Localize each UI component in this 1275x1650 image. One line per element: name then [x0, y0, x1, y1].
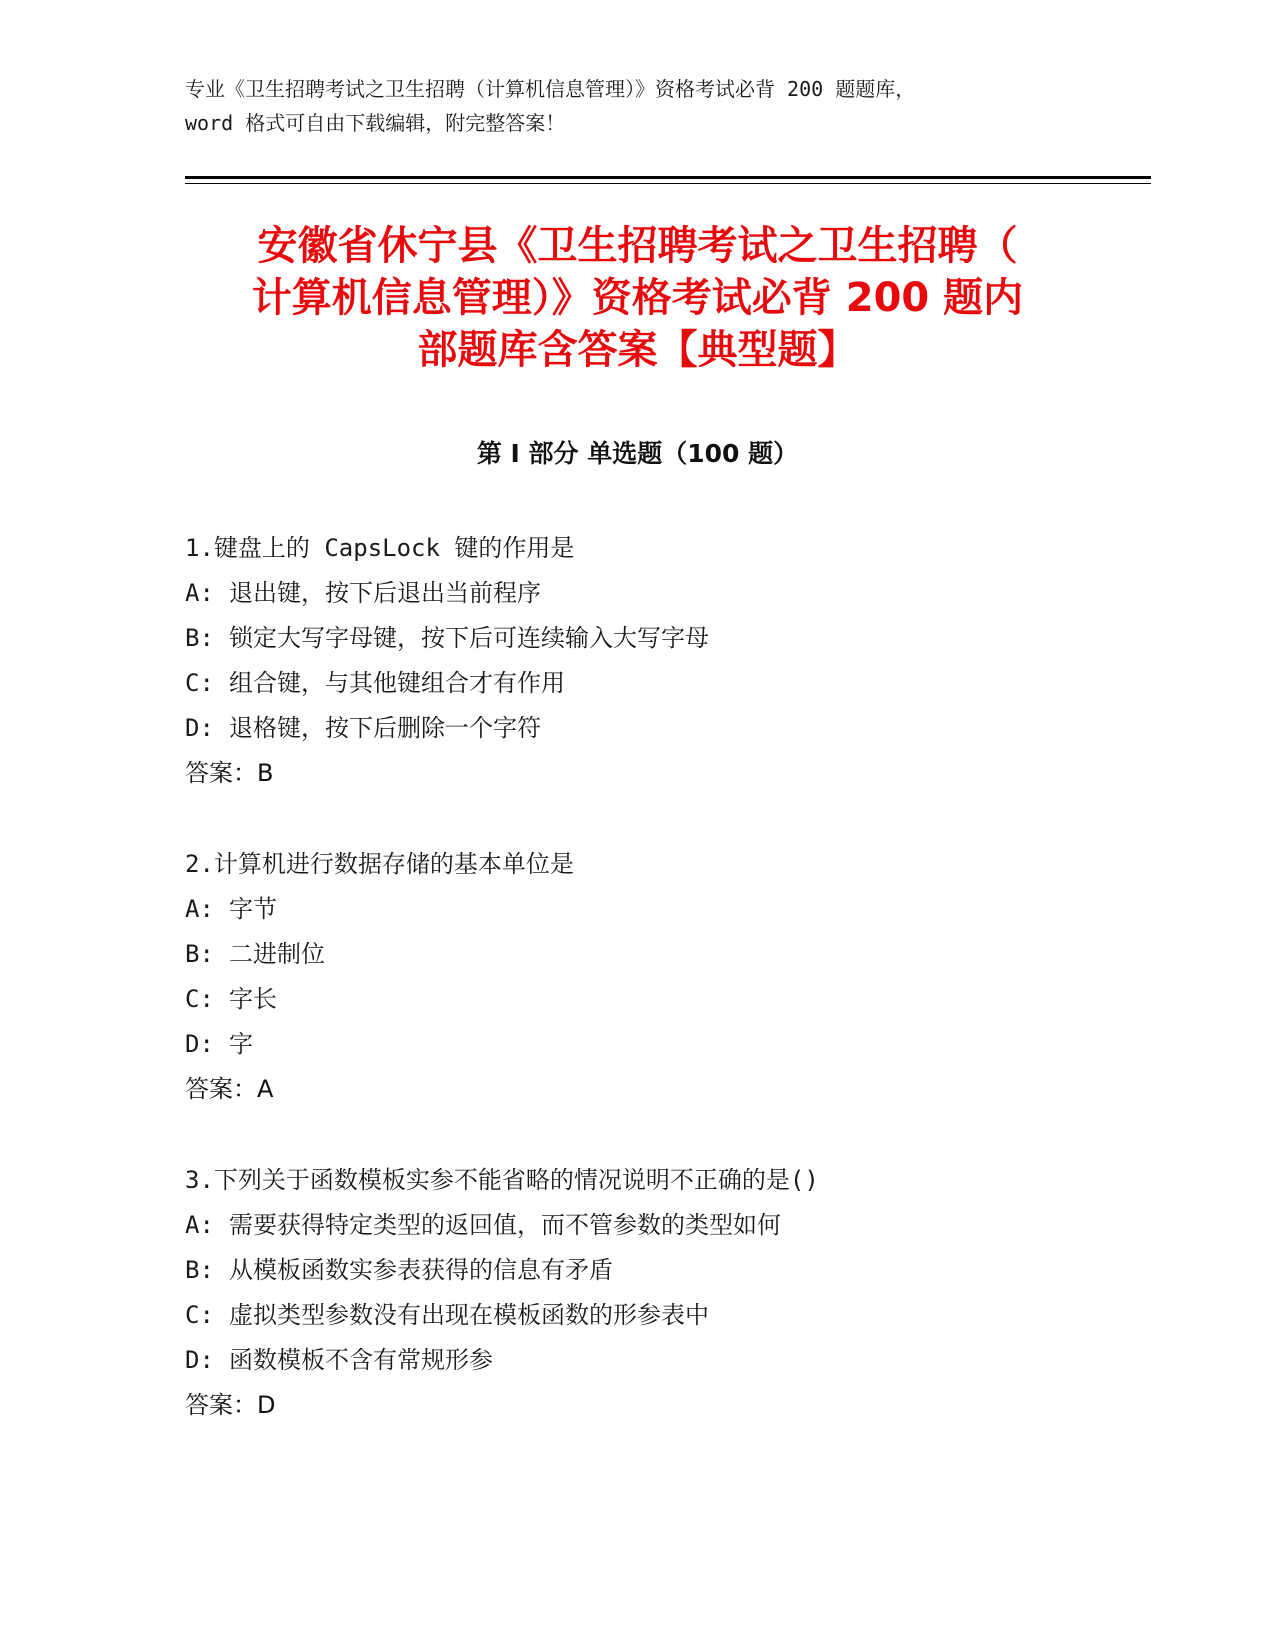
- option-b: [185, 1248, 1090, 1293]
- option-text: 二进制位: [229, 940, 325, 968]
- option-b: [185, 932, 1090, 977]
- option-d: [185, 706, 1090, 751]
- option-text: 函数模板不含有常规形参: [229, 1346, 493, 1374]
- document-title: [185, 220, 1090, 376]
- option-text: 虚拟类型参数没有出现在模板函数的形参表中: [229, 1301, 709, 1329]
- header-note-line-1: 专业《卫生招聘考试之卫生招聘（计算机信息管理）》资格考试必背 200 题题库，: [185, 77, 916, 101]
- option-c: [185, 977, 1090, 1022]
- option-text: 字节: [229, 895, 277, 923]
- option-text: 锁定大写字母键，按下后可连续输入大写字母: [229, 624, 709, 652]
- document-title-line-3: 部题库含答案【典型题】: [417, 327, 858, 373]
- answer-line: 答案：D: [185, 1391, 276, 1419]
- question-stem: 3.下列关于函数模板实参不能省略的情况说明不正确的是(): [185, 1166, 819, 1194]
- option-key: C:: [185, 985, 214, 1013]
- option-d: [185, 1022, 1090, 1067]
- option-key: D:: [185, 1030, 214, 1058]
- document-title-line-1: 安徽省休宁县《卫生招聘考试之卫生招聘（: [257, 223, 1018, 269]
- option-b: [185, 616, 1090, 661]
- option-text: 字: [229, 1030, 253, 1058]
- option-a: [185, 571, 1090, 616]
- option-text: 退出键，按下后退出当前程序: [229, 579, 541, 607]
- option-key: B:: [185, 1256, 214, 1284]
- header-divider-thick: [185, 176, 1151, 179]
- option-key: A:: [185, 579, 214, 607]
- option-d: [185, 1338, 1090, 1383]
- option-key: A:: [185, 895, 214, 923]
- option-key: D:: [185, 714, 214, 742]
- option-c: [185, 1293, 1090, 1338]
- question-item: [185, 1158, 1090, 1428]
- header-note: [185, 72, 1085, 140]
- header-divider-thin: [185, 183, 1151, 184]
- question-stem: 1.键盘上的 CapsLock 键的作用是: [185, 534, 575, 562]
- option-key: C:: [185, 1301, 214, 1329]
- option-text: 从模板函数实参表获得的信息有矛盾: [229, 1256, 613, 1284]
- option-key: A:: [185, 1211, 214, 1239]
- option-text: 需要获得特定类型的返回值，而不管参数的类型如何: [229, 1211, 781, 1239]
- option-key: C:: [185, 669, 214, 697]
- question-list: [185, 526, 1090, 1474]
- option-a: [185, 887, 1090, 932]
- option-text: 退格键，按下后删除一个字符: [229, 714, 541, 742]
- option-key: B:: [185, 940, 214, 968]
- question-item: [185, 842, 1090, 1112]
- answer-line: 答案：B: [185, 759, 274, 787]
- answer-line: 答案：A: [185, 1075, 274, 1103]
- option-key: D:: [185, 1346, 214, 1374]
- option-text: 字长: [229, 985, 277, 1013]
- option-c: [185, 661, 1090, 706]
- document-title-line-2: 计算机信息管理）》资格考试必背 200 题内: [251, 275, 1024, 321]
- option-a: [185, 1203, 1090, 1248]
- option-key: B:: [185, 624, 214, 652]
- question-stem: 2.计算机进行数据存储的基本单位是: [185, 850, 574, 878]
- option-text: 组合键，与其他键组合才有作用: [229, 669, 565, 697]
- question-item: [185, 526, 1090, 796]
- header-note-line-2: word 格式可自由下载编辑，附完整答案！: [185, 111, 566, 135]
- section-heading: 第 I 部分 单选题（100 题）: [476, 439, 799, 468]
